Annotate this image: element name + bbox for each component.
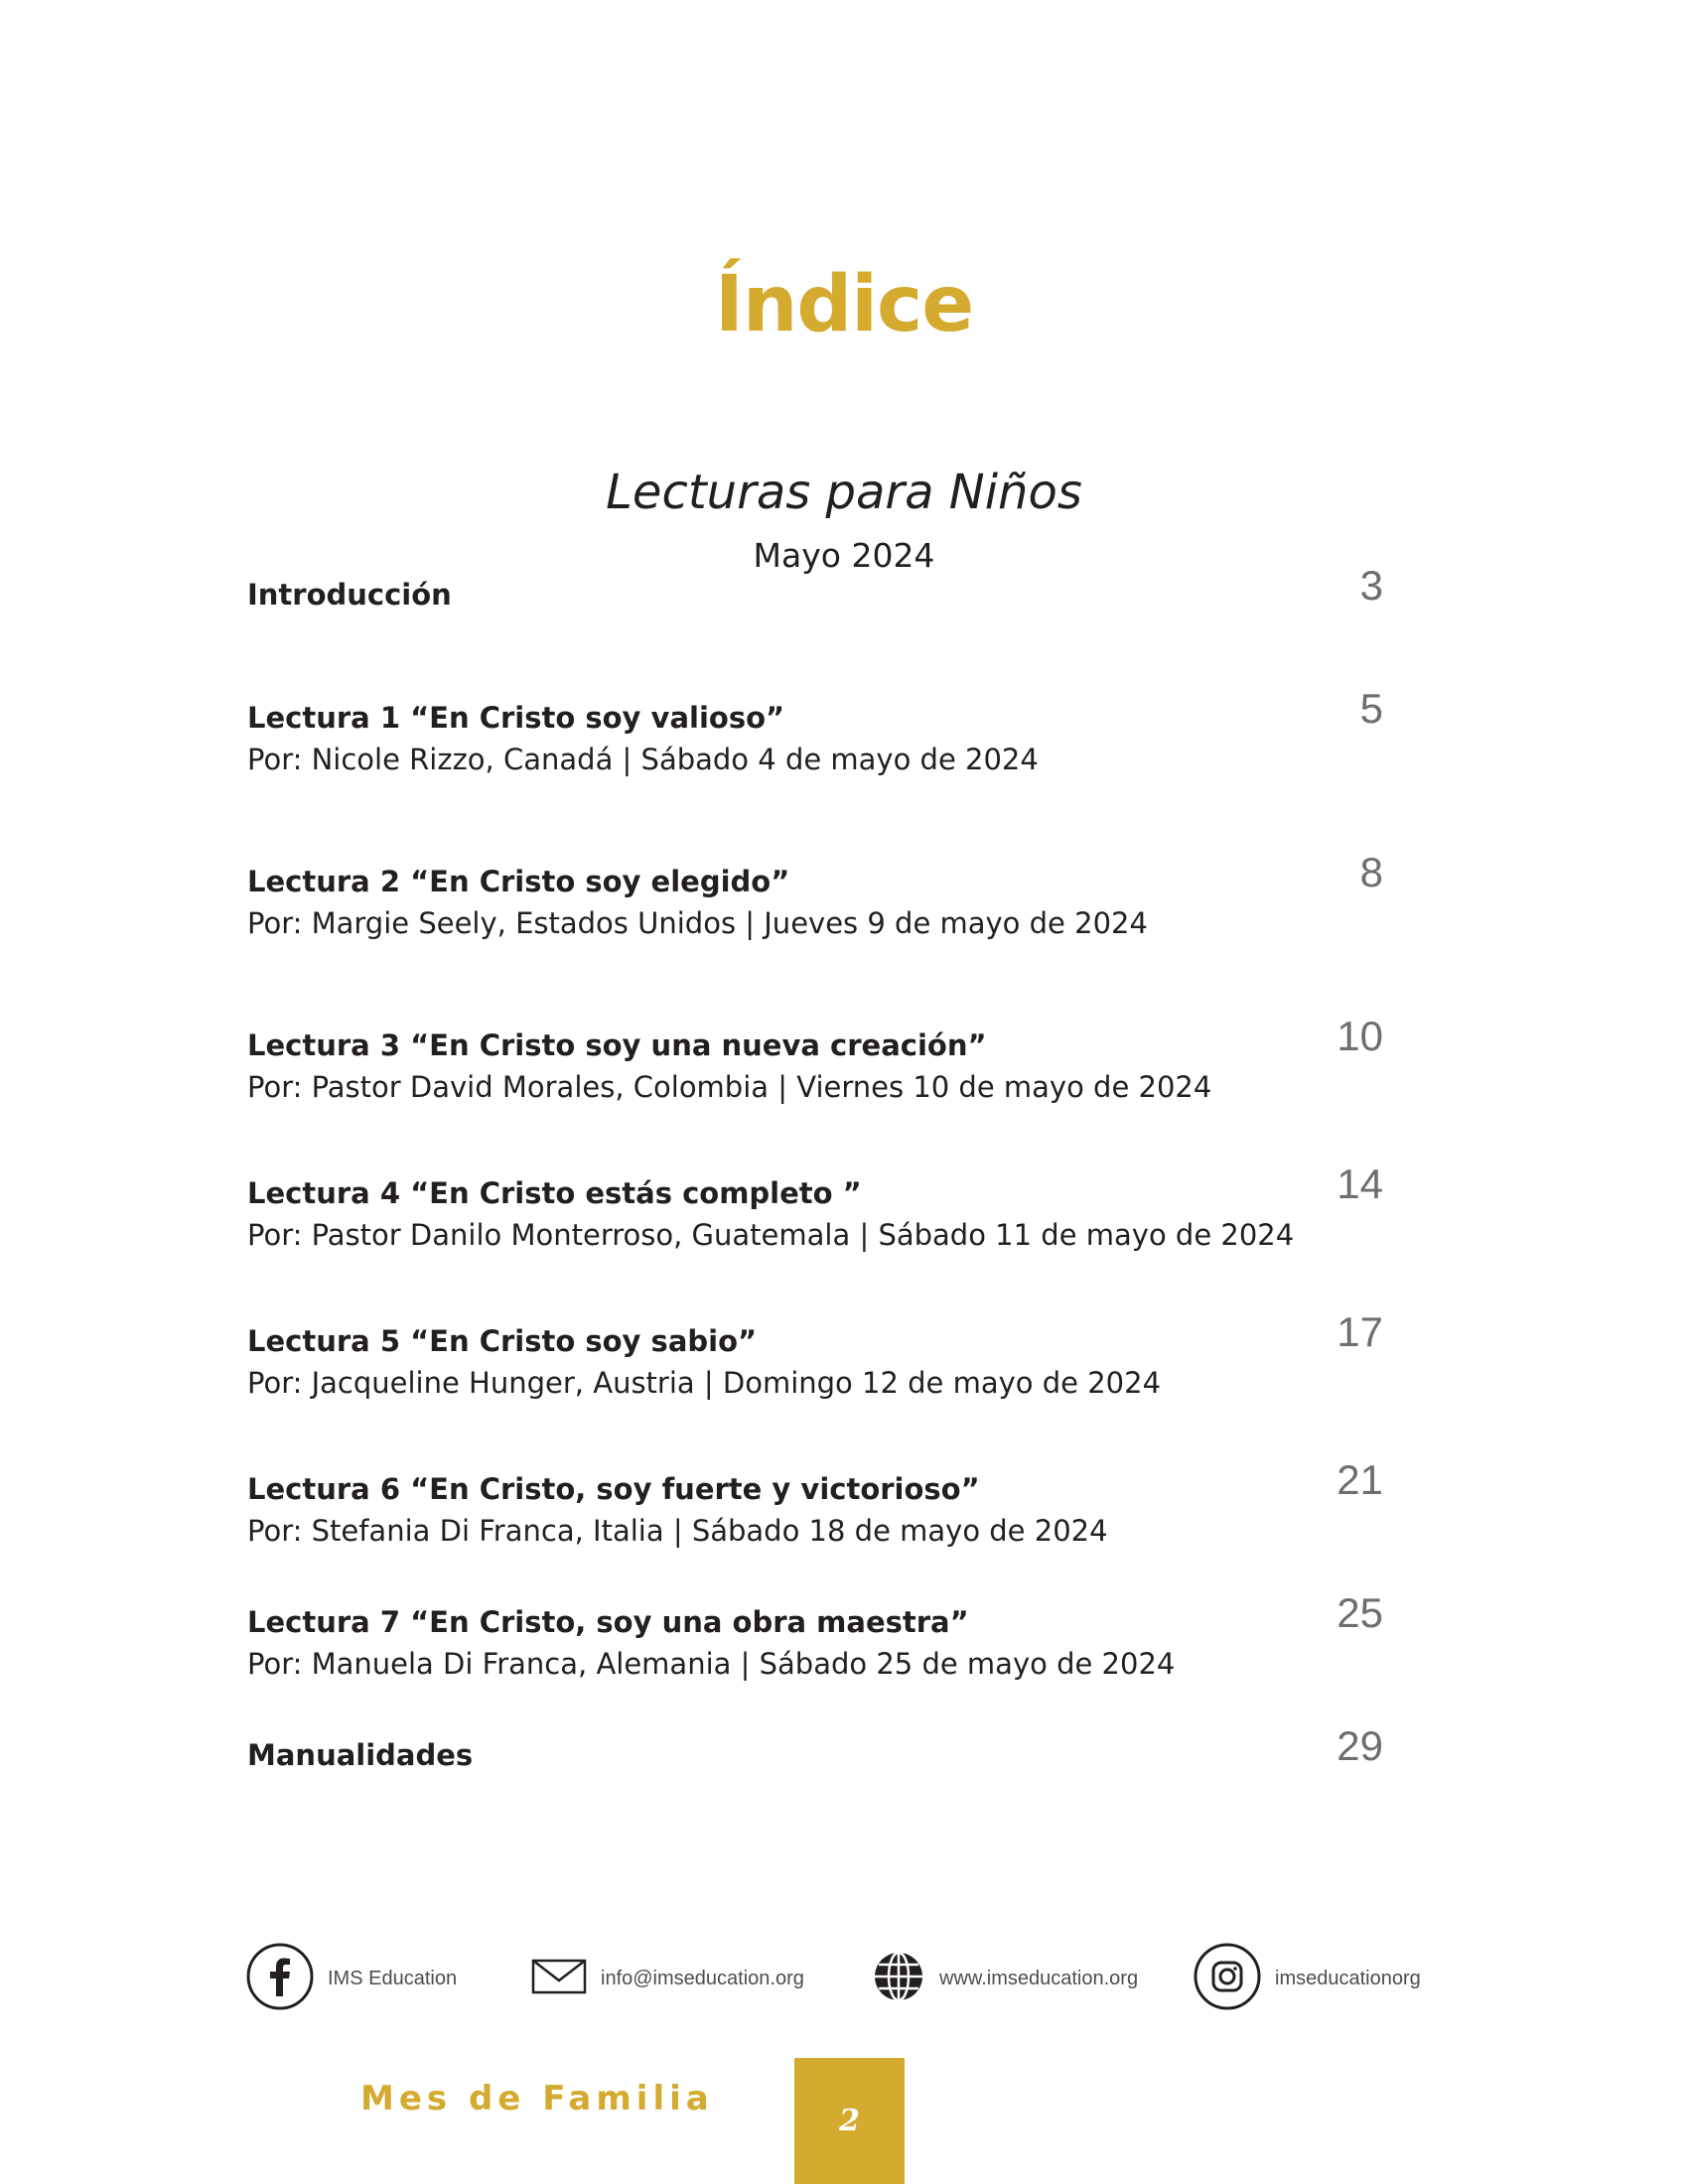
toc-entry-title: Manualidades — [247, 1738, 474, 1772]
toc-entry-manualidades[interactable] — [247, 1722, 1389, 1776]
toc-entry-byline: Por: Pastor Danilo Monterroso, Guatemala | Sábado 11 de mayo de 2024 — [247, 1218, 1295, 1252]
toc-entry-title: Lectura 7 “En Cristo, soy una obra maestra” — [247, 1605, 969, 1639]
toc-entry-byline: Por: Stefania Di Franca, Italia | Sábado 18 de mayo de 2024 — [247, 1514, 1108, 1548]
toc-entry-page: 17 — [1336, 1308, 1383, 1355]
page-number-box — [794, 2058, 905, 2184]
toc-entry-introduccion[interactable] — [247, 562, 1389, 615]
footer-contacts — [0, 1944, 1688, 2013]
toc-entry-page: 8 — [1359, 849, 1383, 895]
toc-entry-byline: Por: Pastor David Morales, Colombia | Viernes 10 de mayo de 2024 — [247, 1070, 1212, 1104]
toc-entry-page: 25 — [1336, 1589, 1383, 1636]
contact-label: info@imseducation.org — [601, 1967, 804, 1989]
contact-label: imseducationorg — [1275, 1967, 1421, 1989]
contact-label: IMS Education — [328, 1967, 458, 1989]
toc-entry-title: Lectura 5 “En Cristo soy sabio” — [247, 1324, 758, 1358]
toc-entry-page: 14 — [1336, 1160, 1383, 1207]
toc-entry-page: 10 — [1336, 1013, 1383, 1059]
toc-entry-lectura-6[interactable] — [247, 1456, 1389, 1552]
toc-entry-page: 21 — [1336, 1456, 1383, 1503]
toc-entry-page: 5 — [1359, 685, 1383, 732]
toc-entry-title: Lectura 2 “En Cristo soy elegido” — [247, 865, 790, 898]
toc-entry-lectura-4[interactable] — [247, 1160, 1389, 1256]
contact-instagram[interactable] — [1194, 1944, 1421, 2013]
toc-entry-byline: Por: Margie Seely, Estados Unidos | Jueves 9 de mayo de 2024 — [247, 906, 1148, 940]
toc-entry-title: Lectura 4 “En Cristo estás completo ” — [247, 1176, 862, 1210]
toc-entry-lectura-2[interactable] — [247, 849, 1389, 944]
contact-website[interactable] — [872, 1944, 1138, 2013]
toc-entry-page: 3 — [1359, 562, 1383, 609]
toc-entry-title: Introducción — [247, 578, 452, 612]
toc-entry-lectura-5[interactable] — [247, 1308, 1389, 1404]
contact-facebook[interactable] — [246, 1944, 457, 2013]
toc-entry-title: Lectura 3 “En Cristo soy una nueva creación” — [247, 1028, 987, 1062]
page-title: Índice — [714, 260, 974, 349]
toc-entry-lectura-1[interactable] — [247, 685, 1389, 780]
toc-entry-byline: Por: Jacqueline Hunger, Austria | Domingo 12 de mayo de 2024 — [247, 1366, 1162, 1400]
toc-entry-byline: Por: Manuela Di Franca, Alemania | Sábado 25 de mayo de 2024 — [247, 1647, 1176, 1681]
toc-entry-title: Lectura 6 “En Cristo, soy fuerte y victorioso” — [247, 1472, 980, 1506]
toc-entry-byline: Por: Nicole Rizzo, Canadá | Sábado 4 de mayo de 2024 — [247, 743, 1039, 776]
contact-email[interactable] — [531, 1944, 804, 2013]
toc-entry-title: Lectura 1 “En Cristo soy valioso” — [247, 701, 785, 735]
envelope-icon — [531, 1959, 587, 1998]
instagram-icon — [1194, 1943, 1261, 2014]
contact-label: www.imseducation.org — [939, 1967, 1139, 1989]
page-number: 2 — [839, 2104, 860, 2138]
footer-brand: Mes de Familia — [360, 2079, 714, 2118]
booklet-subtitle: Lecturas para Niños — [606, 465, 1082, 520]
toc-entry-lectura-3[interactable] — [247, 1013, 1389, 1108]
facebook-icon — [246, 1943, 314, 2014]
toc-entry-lectura-7[interactable] — [247, 1589, 1389, 1685]
toc-entry-page: 29 — [1336, 1722, 1383, 1769]
globe-icon — [872, 1950, 925, 2007]
booklet-date: Mayo 2024 — [753, 536, 935, 575]
